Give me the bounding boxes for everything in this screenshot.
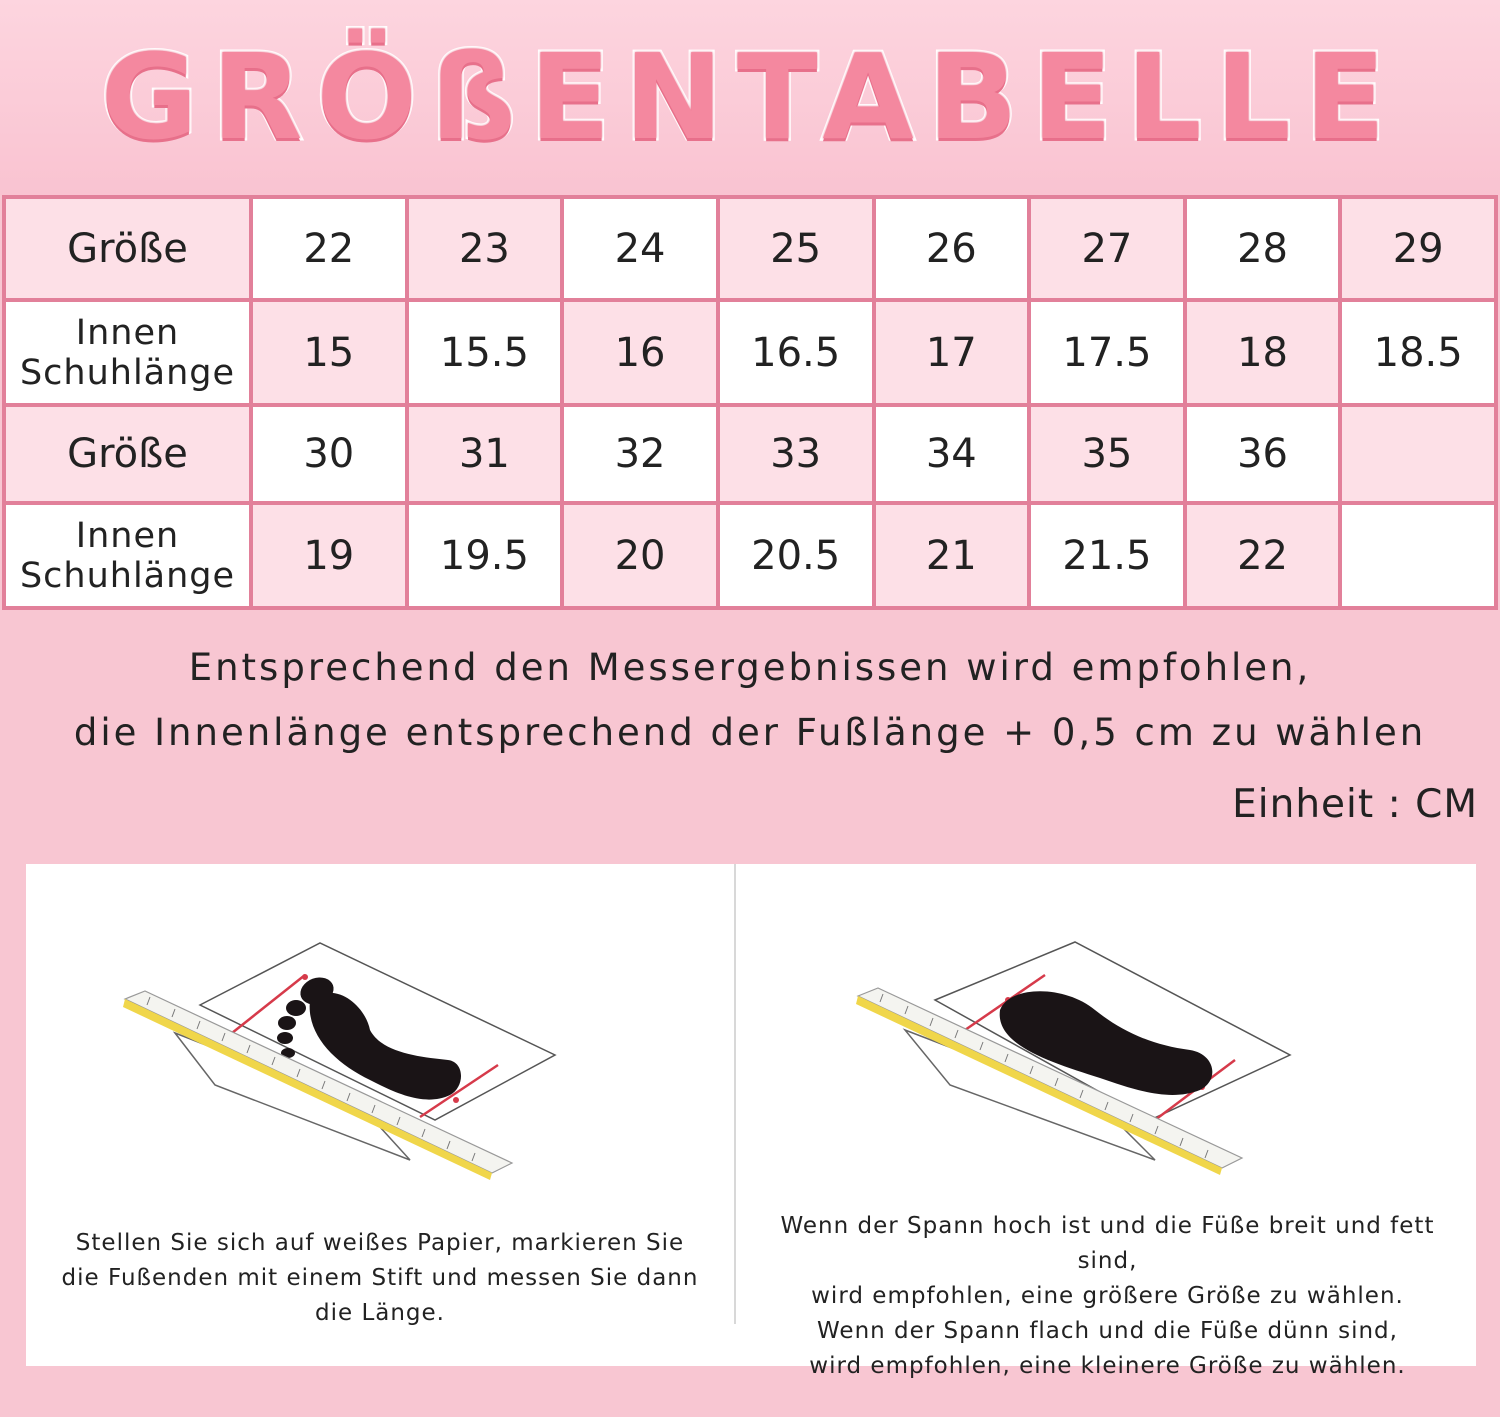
table-cell: 20.5 (718, 503, 874, 608)
row-label-line: Schuhlänge (19, 555, 236, 596)
table-cell: 29 (1340, 197, 1496, 300)
table-cell: 19 (251, 503, 407, 608)
table-cell (1340, 503, 1496, 608)
table-cell: 17.5 (1029, 300, 1185, 405)
row-label-inner-length (4, 300, 251, 405)
barefoot-print-on-paper-with-ruler-icon (120, 935, 560, 1195)
table-cell: 33 (718, 405, 874, 503)
row-label-line: Innen (75, 312, 180, 353)
table-cell: 36 (1185, 405, 1341, 503)
table-cell: 30 (251, 405, 407, 503)
table-cell: 22 (1185, 503, 1341, 608)
table-cell: 31 (407, 405, 563, 503)
table-row (4, 503, 1496, 608)
table-cell: 24 (562, 197, 718, 300)
table-cell: 21.5 (1029, 503, 1185, 608)
caption-line: die Fußenden mit einem Stift und messen Sie dann (61, 1265, 699, 1291)
table-cell: 18.5 (1340, 300, 1496, 405)
table-cell: 26 (874, 197, 1030, 300)
page-title: GRÖßENTABELLE (100, 28, 1400, 166)
table-cell: 34 (874, 405, 1030, 503)
caption-line: die Länge. (315, 1300, 445, 1326)
caption-line: Wenn der Spann flach und die Füße dünn sind, (817, 1318, 1398, 1344)
size-table (2, 195, 1498, 610)
instep-advice-caption (750, 1209, 1465, 1384)
table-cell: 20 (562, 503, 718, 608)
table-cell: 28 (1185, 197, 1341, 300)
caption-line: Wenn der Spann hoch ist und die Füße breit und fett sind, (780, 1213, 1435, 1274)
table-cell: 19.5 (407, 503, 563, 608)
table-cell: 22 (251, 197, 407, 300)
table-cell: 18 (1185, 300, 1341, 405)
table-cell: 21 (874, 503, 1030, 608)
panel-divider (734, 864, 736, 1324)
row-label-line: Schuhlänge (19, 352, 236, 393)
row-label-size: Größe (4, 197, 251, 300)
table-cell: 27 (1029, 197, 1185, 300)
row-label-inner-length (4, 503, 251, 608)
caption-line: wird empfohlen, eine kleinere Größe zu wählen. (809, 1353, 1406, 1379)
row-label-size: Größe (4, 405, 251, 503)
table-cell: 32 (562, 405, 718, 503)
table-cell: 23 (407, 197, 563, 300)
unit-label: Einheit : CM (1232, 782, 1478, 827)
table-cell: 16.5 (718, 300, 874, 405)
table-cell: 35 (1029, 405, 1185, 503)
table-row (4, 300, 1496, 405)
table-cell: 16 (562, 300, 718, 405)
table-row (4, 405, 1496, 503)
sole-outline-on-paper-with-ruler-icon (850, 930, 1300, 1195)
table-cell: 15 (251, 300, 407, 405)
row-label-line: Innen (75, 515, 180, 556)
table-cell (1340, 405, 1496, 503)
caption-line: wird empfohlen, eine größere Größe zu wählen. (811, 1283, 1404, 1309)
table-row (4, 197, 1496, 300)
table-cell: 25 (718, 197, 874, 300)
table-cell: 15.5 (407, 300, 563, 405)
table-cell: 17 (874, 300, 1030, 405)
measure-instruction-caption (60, 1226, 700, 1331)
recommendation-line-1: Entsprechend den Messergebnissen wird empfohlen, (188, 646, 1312, 689)
caption-line: Stellen Sie sich auf weißes Papier, markieren Sie (75, 1230, 685, 1256)
recommendation-line-2: die Innenlänge entsprechend der Fußlänge + 0,5 cm zu wählen (73, 711, 1427, 754)
